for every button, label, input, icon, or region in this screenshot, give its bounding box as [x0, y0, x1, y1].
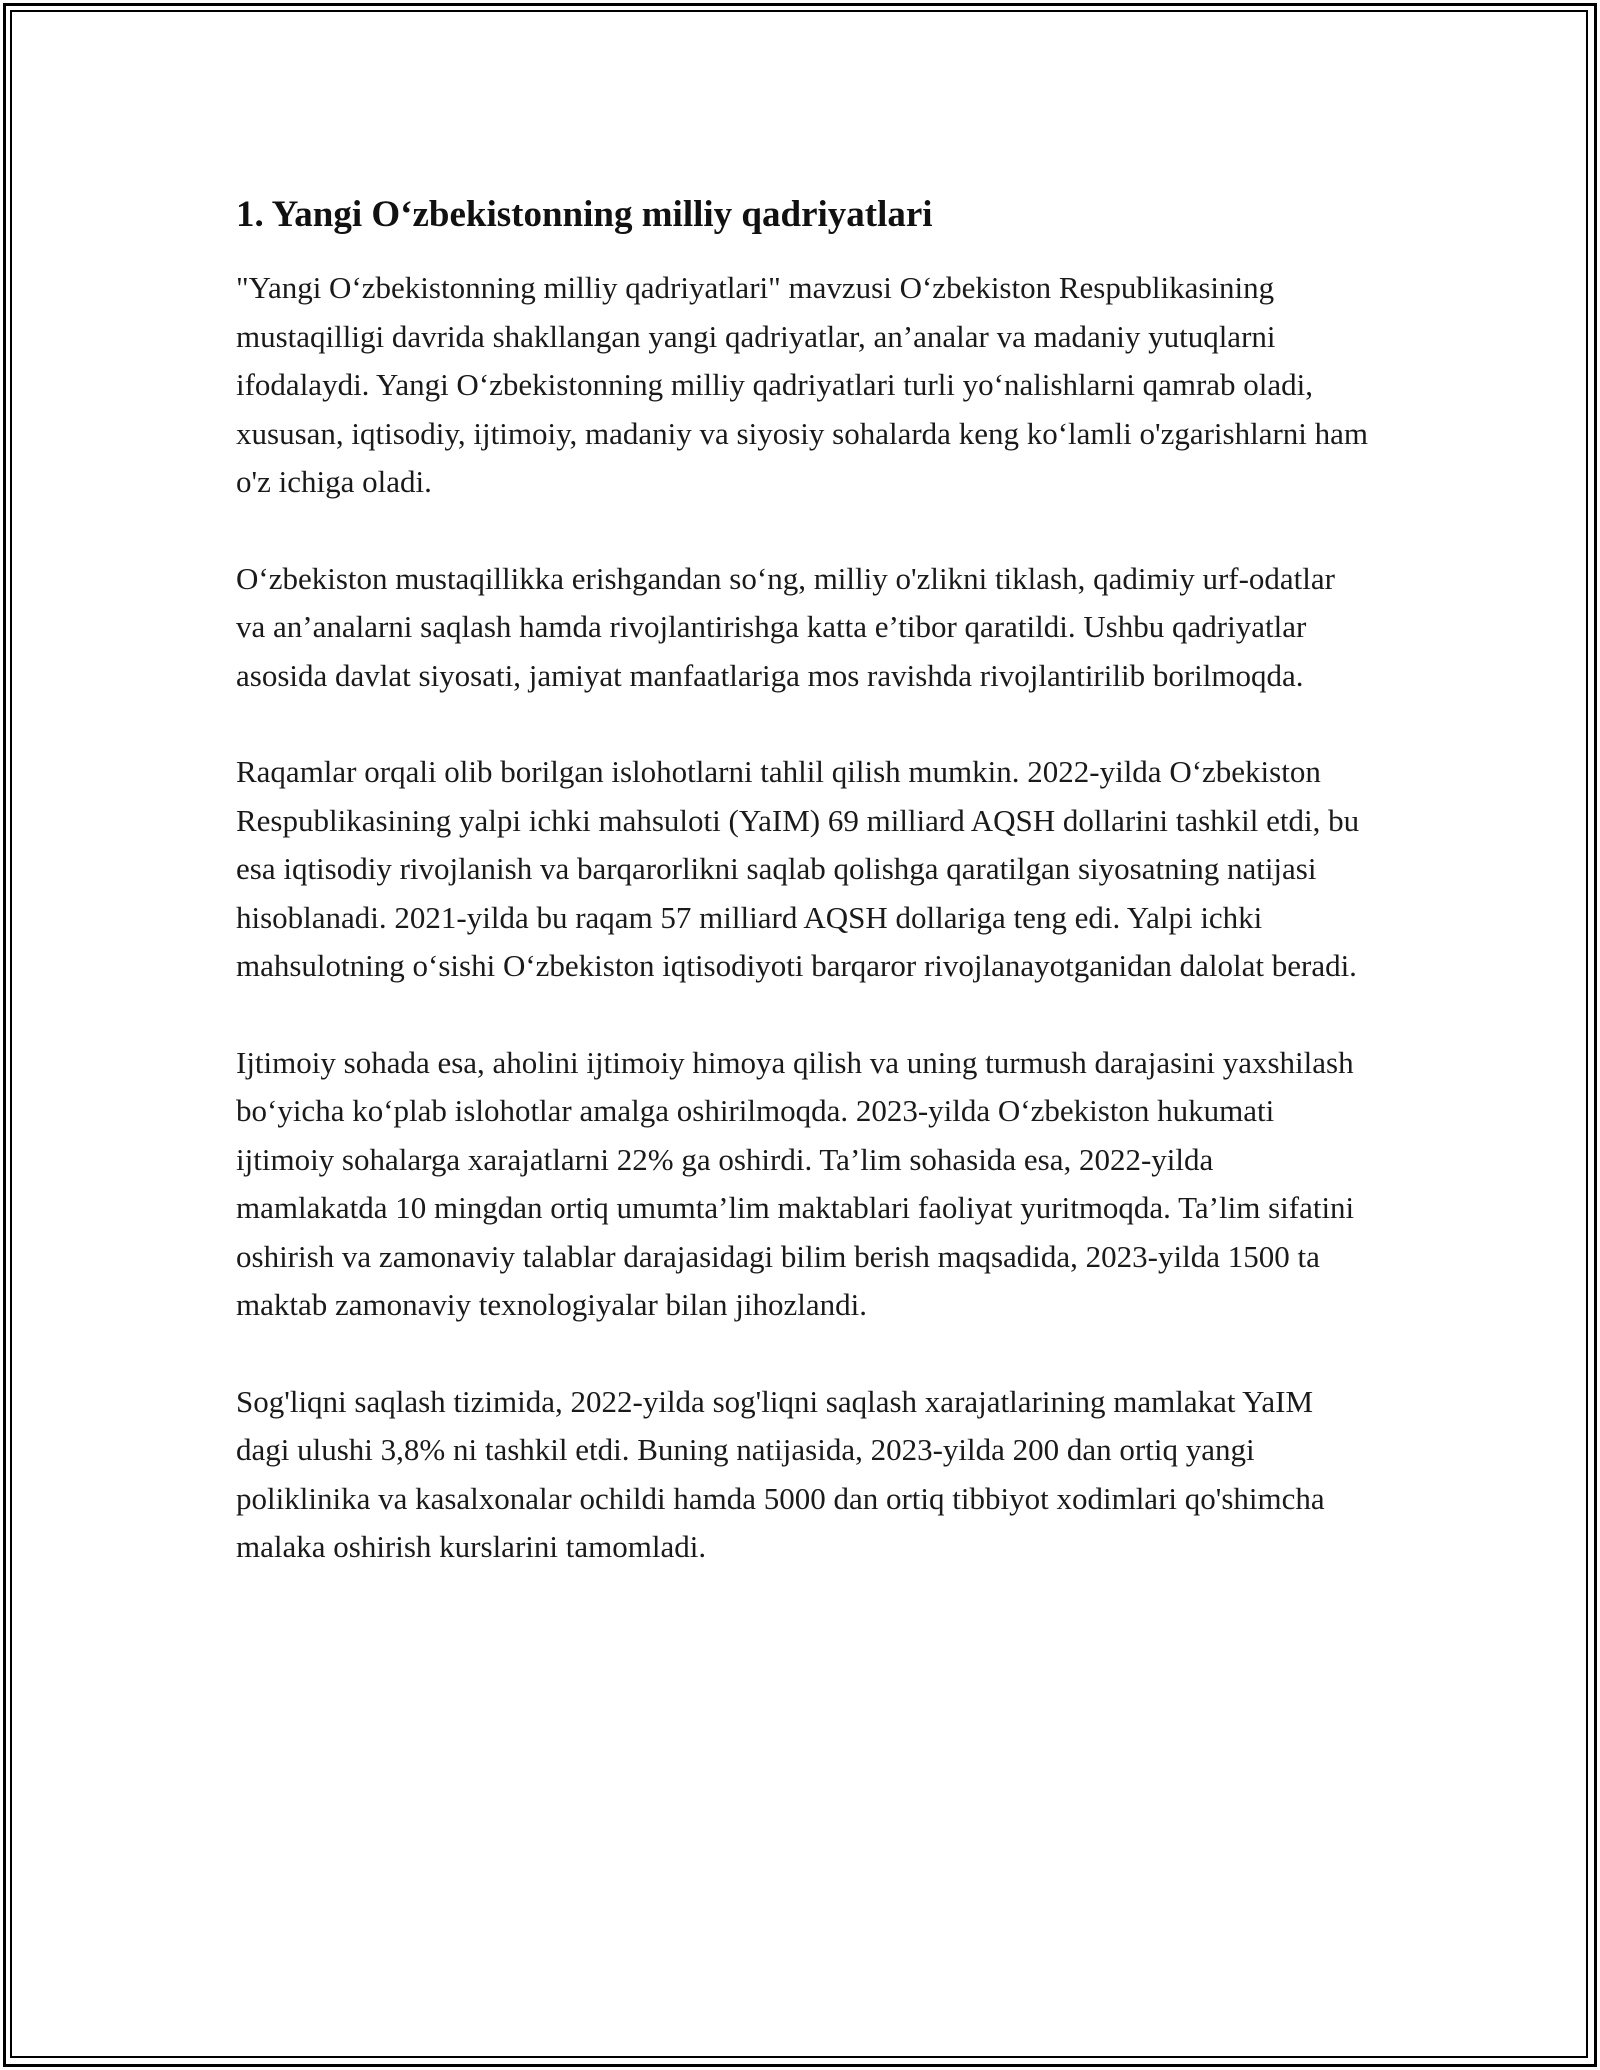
paragraph-social-education: Ijtimoiy sohada esa, aholini ijtimoiy himoya qilish va uning turmush darajasini yaxshilash bo‘yicha ko‘plab islohotlar amalga oshirilmoqda. 2023-yilda O‘zbekiston hukumati ijtimoiy sohalarga xarajatlarni 22% ga oshirdi. Ta’lim sohasida esa, 2022-yilda mamlakatda 10 mingdan ortiq umumta’lim maktablari faoliyat yuritmoqda. Ta’lim sifatini oshirish va zamonaviy talablar darajasidagi bilim berish maqsadida, 2023-yilda 1500 ta maktab zamonaviy texnologiyalar bilan jihozlandi.	[236, 1044, 1355, 1322]
document-title: 1. Yangi O‘zbekistonning milliy qadriyatlari	[236, 194, 933, 235]
paragraph-economy: Raqamlar orqali olib borilgan islohotlarni tahlil qilish mumkin. 2022-yilda O‘zbekiston Respublikasining yalpi ichki mahsuloti (YaIM) 69 milliard AQSH dollarini tashkil etdi, bu esa iqtisodiy rivojlanish va barqarorlikni saqlab qolishga qaratilgan siyosatning natijasi hisoblanadi. 2021-yilda bu raqam 57 milliard AQSH dollariga teng edi. Yalpi ichki mahsulotning o‘sishi O‘zbekiston iqtisodiyoti barqaror rivojlanayotganidan dalolat beradi.	[236, 754, 1360, 983]
paragraph-independence: O‘zbekiston mustaqillikka erishgandan so‘ng, milliy o'zlikni tiklash, qadimiy urf-odatlar va an’analarni saqlash hamda rivojlantirishga katta e’tibor qaratildi. Ushbu qadriyatlar asosida davlat siyosati, jamiyat manfaatlariga mos ravishda rivojlantirilib borilmoqda.	[236, 560, 1335, 693]
document-body	[236, 188, 1368, 1620]
paragraph-intro: "Yangi O‘zbekistonning milliy qadriyatlari" mavzusi O‘zbekiston Respublikasining mustaqilligi davrida shakllangan yangi qadriyatlar, an’analar va madaniy yutuqlarni ifodalaydi. Yangi O‘zbekistonning milliy qadriyatlari turli yo‘nalishlarni qamrab oladi, xususan, iqtisodiy, ijtimoiy, madaniy va siyosiy sohalarda keng ko‘lamli o'zgarishlarni ham o'z ichiga oladi.	[236, 270, 1369, 499]
paragraph-healthcare: Sog'liqni saqlash tizimida, 2022-yilda sog'liqni saqlash xarajatlarining mamlakat YaIM dagi ulushi 3,8% ni tashkil etdi. Buning natijasida, 2023-yilda 200 dan ortiq yangi poliklinika va kasalxonalar ochildi hamda 5000 dan ortiq tibbiyot xodimlari qo'shimcha malaka oshirish kurslarini tamomladi.	[236, 1383, 1325, 1564]
